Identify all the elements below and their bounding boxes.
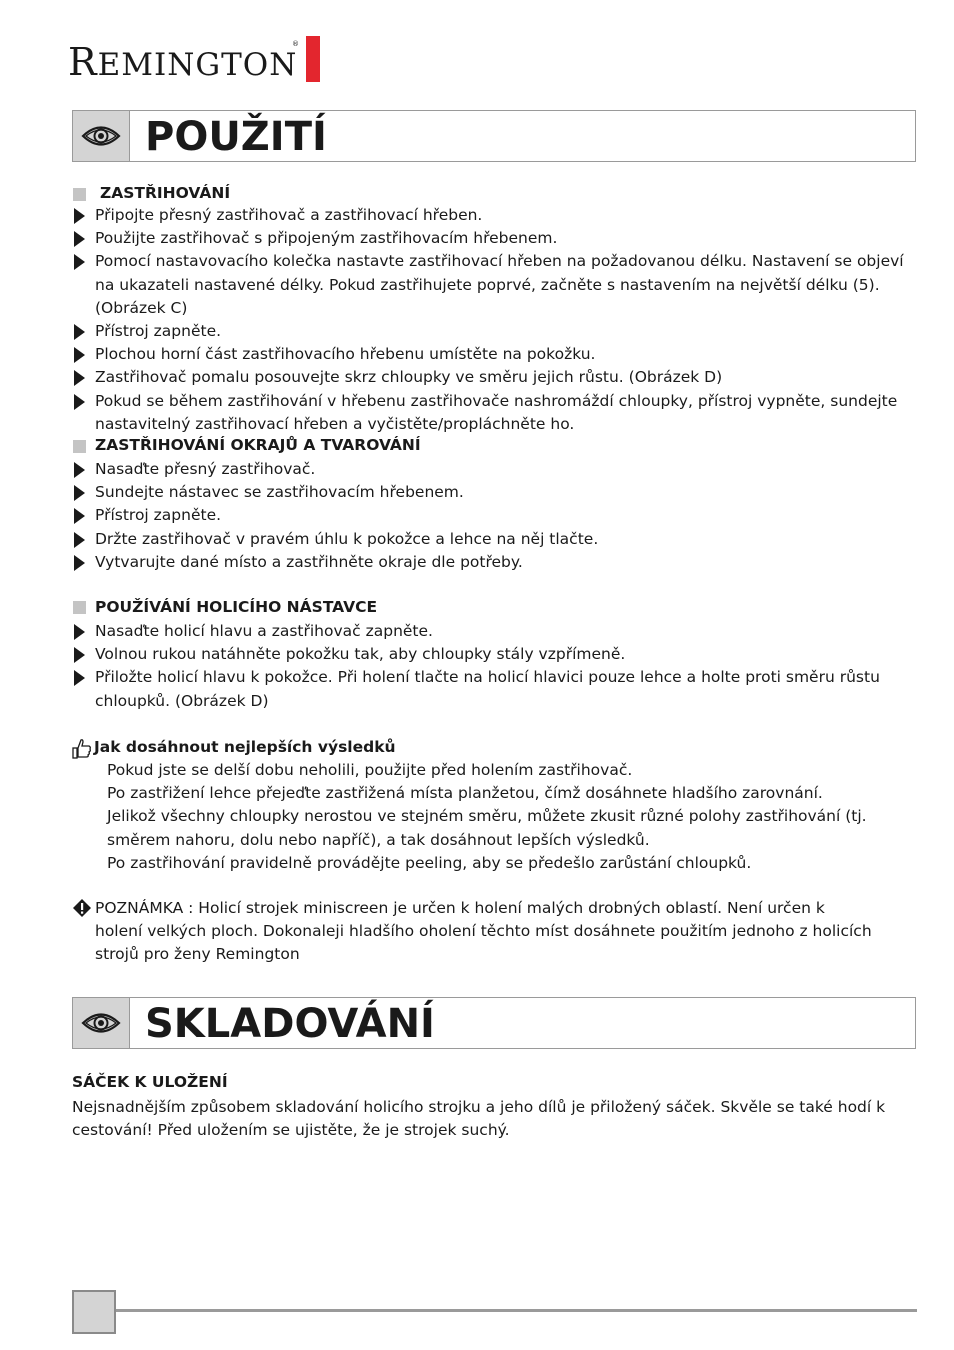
list-item: Držte zastřihovač v pravém úhlu k pokožce a lehce na něj tlačte. [72, 528, 916, 551]
page-title: POUŽITÍ [145, 114, 327, 160]
edging-title: ZASTŘIHOVÁNÍ OKRAJŮ A TVAROVÁNÍ [95, 436, 421, 454]
arrow-bullet-icon [74, 347, 85, 363]
edging-list [72, 458, 916, 574]
arrow-bullet-icon [74, 485, 85, 501]
section-heading-usage [72, 110, 916, 162]
tip-line: Pokud jste se delší dobu neholili, použijte před holením zastřihovač. [107, 761, 633, 779]
list-item: Vytvarujte dané místo a zastřihněte okraje dle potřeby. [72, 551, 916, 574]
list-item: Nasaďte holicí hlavu a zastřihovač zapněte. [72, 620, 916, 643]
list-item: Sundejte nástavec se zastřihovacím hřebenem. [72, 481, 916, 504]
registered-mark: ® [292, 40, 299, 48]
list-item: Použijte zastřihovač s připojeným zastřihovacím hřebenem. [72, 227, 916, 250]
thumbs-up-icon [72, 738, 92, 760]
tip-line: Po zastřihování pravidelně provádějte peeling, aby se předešlo zarůstání chloupků. [107, 853, 752, 872]
tips-list [107, 759, 887, 875]
list-item: Volnou rukou natáhněte pokožku tak, aby chloupky stály vzpřímeně. [72, 643, 916, 666]
section-square-icon [73, 601, 86, 614]
arrow-bullet-icon [74, 532, 85, 548]
arrow-bullet-icon [74, 208, 85, 224]
list-item: Nasaďte přesný zastřihovač. [72, 458, 916, 481]
list-item: Pokud se během zastřihování v hřebenu zastřihovače nashromáždí chloupky, přístroj vypněte, sundejte nastavitelný zastřihovací hřeben a vyčistěte/propláchněte ho. [72, 390, 916, 436]
storage-title: SKLADOVÁNÍ [145, 1001, 435, 1047]
eye-icon [73, 998, 130, 1048]
shaving-title: POUŽÍVÁNÍ HOLICÍHO NÁSTAVCE [95, 598, 378, 616]
list-item: Připojte přesný zastřihovač a zastřihovací hřeben. [72, 204, 916, 227]
list-item: Přístroj zapněte. [72, 320, 916, 343]
eye-icon [73, 111, 130, 161]
tips-title: Jak dosáhnout nejlepších výsledků [94, 738, 396, 756]
section-heading-storage [72, 997, 916, 1049]
arrow-bullet-icon [74, 670, 85, 686]
list-item: Přiložte holicí hlavu k pokožce. Při holení tlačte na holicí hlavici pouze lehce a holte proti směru růstu chloupků. (Obrázek D) [72, 666, 916, 712]
trimming-title: ZASTŘIHOVÁNÍ [100, 184, 231, 202]
trimming-list [72, 204, 916, 436]
arrow-bullet-icon [74, 324, 85, 340]
arrow-bullet-icon [74, 394, 85, 410]
page-number-box [72, 1290, 116, 1334]
arrow-bullet-icon [74, 254, 85, 270]
shaving-list [72, 620, 916, 713]
note-text: POZNÁMKA : Holicí strojek miniscreen je určen k holení malých drobných oblastí. Není určen k holení velkých ploch. Dokonaleji hladšího oholení těchto míst dosáhnete použitím jednoho z holicích strojů pro ženy Remington [95, 899, 872, 964]
section-square-icon [73, 188, 86, 201]
section-square-icon [73, 440, 86, 453]
pouch-title: SÁČEK K ULOŽENÍ [72, 1073, 228, 1091]
arrow-bullet-icon [74, 462, 85, 478]
arrow-bullet-icon [74, 370, 85, 386]
arrow-bullet-icon [74, 555, 85, 571]
list-item: Přístroj zapněte. [72, 504, 916, 527]
list-item: Zastřihovač pomalu posouvejte skrz chloupky ve směru jejich růstu. (Obrázek D) [72, 366, 916, 389]
list-item: Plochou horní část zastřihovacího hřebenu umístěte na pokožku. [72, 343, 916, 366]
tip-line: Jelikož všechny chloupky nerostou ve stejném směru, můžete zkusit různé polohy zastřihování (tj. směrem nahoru, dolu nebo napříč), a tak dosáhnout lepších výsledků. [107, 807, 867, 849]
tip-line: Po zastřižení lehce přejeďte zastřižená místa planžetou, čímž dosáhnete hladšího zarovnání. [107, 784, 823, 803]
arrow-bullet-icon [74, 508, 85, 524]
arrow-bullet-icon [74, 624, 85, 640]
footer-rule [116, 1309, 917, 1312]
arrow-bullet-icon [74, 231, 85, 247]
warning-diamond-icon [72, 898, 92, 918]
brand-logo-wordmark: REMINGTON [68, 40, 298, 84]
pouch-text: Nejsnadnějším způsobem skladování holicího strojku a jeho dílů je přiložený sáček. Skvěle se také hodí k cestování! Před uložením se ujistěte, že je strojek suchý. [72, 1098, 886, 1140]
arrow-bullet-icon [74, 647, 85, 663]
brand-logo-bar [306, 36, 320, 82]
list-item: Pomocí nastavovacího kolečka nastavte zastřihovací hřeben na požadovanou délku. Nastavení se objeví na ukazateli nastavené délky. Pokud zastřihujete poprvé, začněte s nastavením na největší délku (5). (Obrázek C) [72, 250, 916, 320]
